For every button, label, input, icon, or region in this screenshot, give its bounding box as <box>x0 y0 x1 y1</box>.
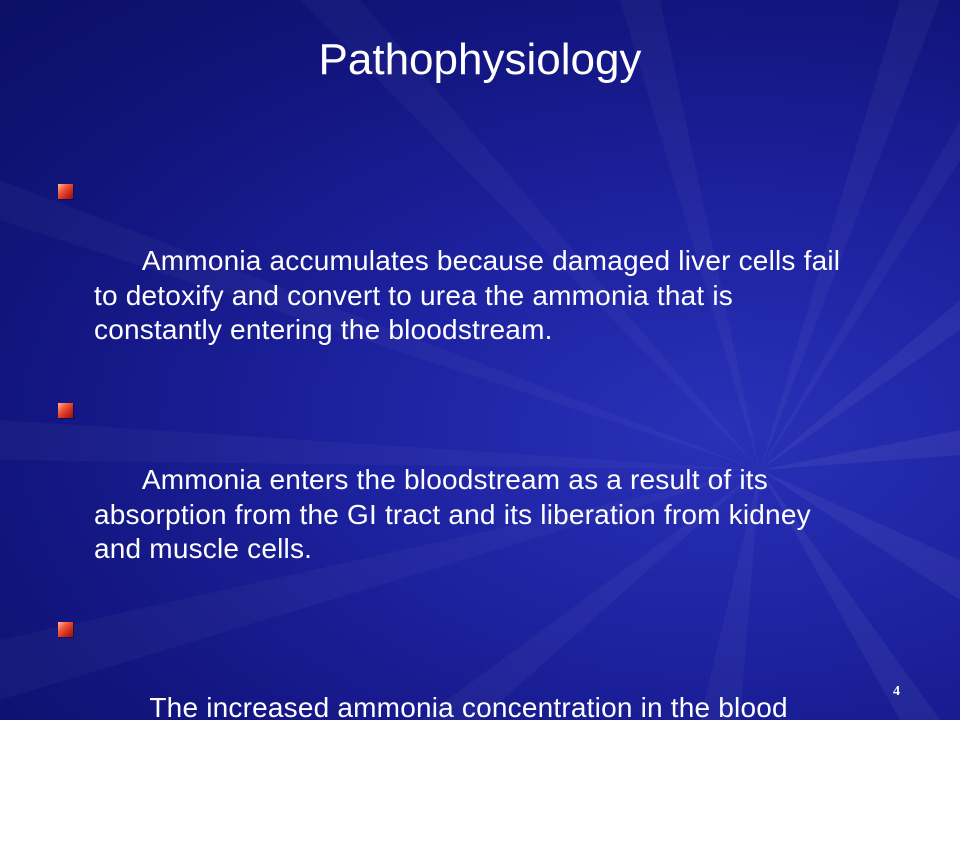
bullet-item <box>58 175 858 382</box>
bullet-text: Ammonia enters the bloodstream as a result of its absorption from the GI tract and its liberation from kidney and muscle cells. <box>94 464 819 564</box>
bullet-item <box>58 394 858 601</box>
square-bullet-icon <box>58 622 73 637</box>
square-bullet-icon <box>58 184 73 199</box>
bullet-text: Ammonia accumulates because damaged liver cells fail to detoxify and convert to urea the ammonia that is constantly entering the bloodstream. <box>94 245 849 345</box>
bullet-item <box>58 613 858 841</box>
page-number: 4 <box>893 684 900 699</box>
slide-title: Pathophysiology <box>318 35 642 84</box>
bullet-list <box>58 175 858 853</box>
bullet-text: The increased ammonia concentration in the blood causes brain dysfunction and damage, resulting in hepatic encephalopathy. <box>94 692 835 799</box>
square-bullet-icon <box>58 403 73 418</box>
